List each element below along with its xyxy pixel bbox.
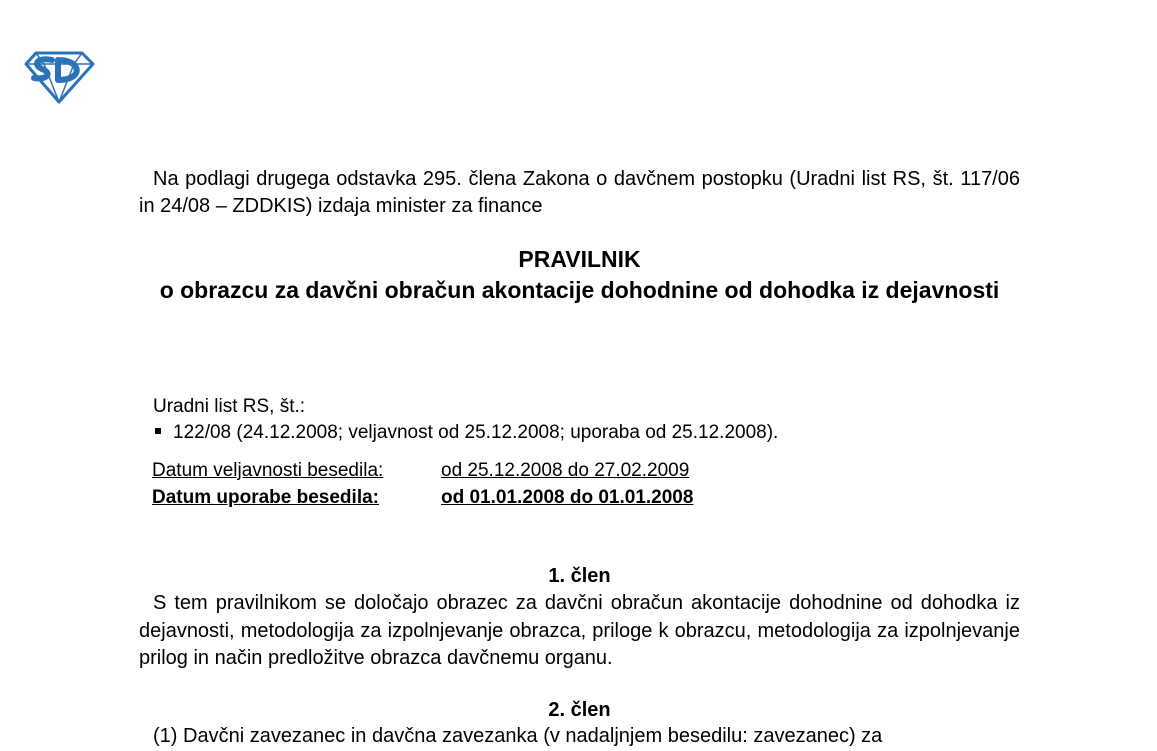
- gazette-entry: [153, 420, 1013, 446]
- title-block: [139, 244, 1020, 306]
- intro-paragraph: Na podlagi drugega odstavka 295. člena Zakona o davčnem postopku (Uradni list RS, št. 117/06 in 24/08 – ZDDKIS) izdaja minister za finance: [139, 168, 1020, 217]
- usage-row: [152, 484, 693, 511]
- gazette-entry-text: 122/08 (24.12.2008; veljavnost od 25.12.2008; uporaba od 25.12.2008).: [173, 422, 779, 443]
- usage-value: od 01.01.2008 do 01.01.2008: [441, 487, 694, 508]
- sd-logo: [22, 48, 96, 104]
- document-subtitle: o obrazcu za davčni obračun akontacije dohodnine od dohodka iz dejavnosti: [159, 277, 1000, 303]
- gazette-label: Uradni list RS, št.:: [153, 396, 306, 417]
- usage-label: Datum uporabe besedila:: [152, 487, 379, 508]
- validity-label: Datum veljavnosti besedila:: [152, 460, 384, 481]
- article-2-heading: 2. člen: [548, 699, 611, 721]
- validity-row: [152, 457, 693, 484]
- validity-value: od 25.12.2008 do 27.02.2009: [441, 460, 690, 481]
- article-1-heading: 1. člen: [548, 565, 611, 587]
- gazette-info: [153, 394, 1013, 446]
- article-2-text: (1) Davčni zavezanec in davčna zavezanka (v nadaljnjem besedilu: zavezanec) za: [153, 725, 883, 747]
- square-bullet-icon: [155, 428, 161, 434]
- document-title: PRAVILNIK: [518, 246, 641, 272]
- validity-info: [152, 457, 693, 511]
- article-1-text: S tem pravilnikom se določajo obrazec za davčni obračun akontacije dohodnine od dohodka iz dejavnosti, metodologija za izpolnjevanje obrazca, priloge k obrazcu, metodologija za izpolnjevanje prilog in način predložitve obrazca davčnemu organu.: [139, 592, 1020, 669]
